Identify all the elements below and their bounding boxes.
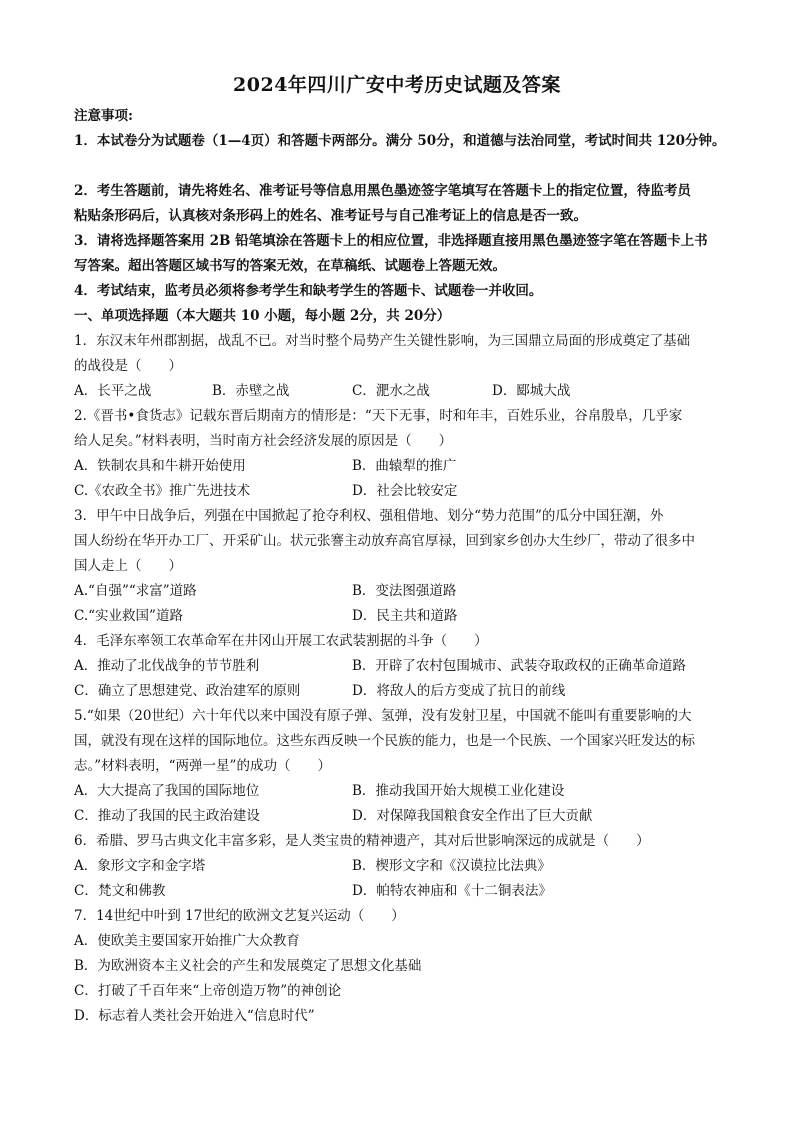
option-a: A．长平之战 [74, 383, 152, 399]
notice-heading: 注意事项: [74, 108, 133, 124]
option-b: B．推动我国开始大规模工业化建设 [352, 783, 565, 799]
notice-item: 2．考生答题前，请先将姓名、准考证号等信息用黑色墨迹签字笔填写在答题卡上的指定位置，待监考员 [74, 183, 691, 199]
notice-item: 4．考试结束，监考员必须将参考学生和缺考学生的答题卡、试题卷一并收回。 [74, 283, 543, 299]
option-b: B．变法图强道路 [352, 583, 457, 599]
option-c: C．淝水之战 [352, 383, 430, 399]
option-d: D．帕特农神庙和《十二铜表法》 [352, 883, 552, 899]
option-d: D．社会比较安定 [352, 483, 458, 499]
question-stem: 2.《晋书•食货志》记载东晋后期南方的情形是：“天下无事，时和年丰，百姓乐业，谷帛殷阜，几乎家 [74, 408, 683, 424]
option-a: A．使欧美主要国家开始推广大众教育 [74, 933, 300, 949]
option-c: C.《农政全书》推广先进技术 [74, 483, 251, 499]
section-heading: 一、单项选择题（本大题共 10 小题，每小题 2分，共 20分） [74, 308, 451, 324]
option-a: A．象形文字和金字塔 [74, 858, 206, 874]
question-stem: 4．毛泽东率领工农革命军在井冈山开展工农武装割据的斗争（ ） [74, 633, 488, 649]
question-stem: 国人纷纷在华开办工厂、开采矿山。状元张謇主动放弃高官厚禄，回到家乡创办大生纱厂，带动了很多中 [74, 533, 695, 549]
notice-item: 写答案。超出答题区域书写的答案无效，在草稿纸、试题卷上答题无效。 [74, 258, 506, 274]
question-stem: 国，就没有现在这样的国际地位。这些东西反映一个民族的能力，也是一个民族、一个国家兴旺发达的标 [74, 733, 695, 749]
option-c: C.“实业救国”道路 [74, 608, 183, 624]
question-stem: 给人足矣。”材料表明，当时南方社会经济发展的原因是（ ） [74, 433, 453, 449]
question-stem: 的战役是（ ） [74, 358, 182, 374]
option-c: C．打破了千百年来“上帝创造万物”的神创论 [74, 983, 342, 999]
option-d: D．郾城大战 [492, 383, 571, 399]
option-c: C．确立了思想建党、政治建军的原则 [74, 683, 301, 699]
option-a: A．大大提高了我国的国际地位 [74, 783, 260, 799]
question-stem: 1．东汉末年州郡割据，战乱不已。对当时整个局势产生关键性影响，为三国鼎立局面的形成奠定了基础 [74, 333, 691, 349]
option-a: A．推动了北伐战争的节节胜利 [74, 658, 260, 674]
question-stem: 5.“如果（20世纪）六十年代以来中国没有原子弹、氢弹，没有发射卫星，中国就不能叫有重要影响的大 [74, 708, 692, 724]
notice-item: 1．本试卷分为试题卷（1—4页）和答题卡两部分。满分 50分，和道德与法治同堂，考试时间共 120分钟。 [74, 133, 726, 149]
option-c: C．梵文和佛教 [74, 883, 166, 899]
option-a: A.“自强”“求富”道路 [74, 583, 197, 599]
option-d: D．将敌人的后方变成了抗日的前线 [352, 683, 566, 699]
option-a: A．铁制农具和牛耕开始使用 [74, 458, 246, 474]
question-stem: 7．14世纪中叶到 17世纪的欧洲文艺复兴运动（ ） [74, 908, 405, 924]
option-c: C．推动了我国的民主政治建设 [74, 808, 260, 824]
notice-item: 3．请将选择题答案用 2B 铅笔填涂在答题卡上的相应位置，非选择题直接用黑色墨迹签字笔在答题卡上书 [74, 233, 708, 249]
question-stem: 志。”材料表明，“两弹一星”的成功（ ） [74, 758, 331, 774]
option-d: D．标志着人类社会开始进入“信息时代” [74, 1008, 315, 1024]
option-b: B．为欧洲资本主义社会的产生和发展奠定了思想文化基础 [74, 958, 422, 974]
question-stem: 国人走上（ ） [74, 558, 182, 574]
option-b: B．楔形文字和《汉谟拉比法典》 [352, 858, 551, 874]
page-title: 2024年四川广安中考历史试题及答案 [233, 74, 561, 96]
notice-item: 粘贴条形码后，认真核对条形码上的姓名、准考证号与自己准考证上的信息是否一致。 [74, 208, 587, 224]
option-b: B．曲辕犁的推广 [352, 458, 457, 474]
question-stem: 3．甲午中日战争后，列强在中国掀起了抢夺利权、强租借地、划分“势力范围”的瓜分中国狂潮，外 [74, 508, 664, 524]
option-d: D．对保障我国粮食安全作出了巨大贡献 [352, 808, 593, 824]
question-stem: 6．希腊、罗马古典文化丰富多彩，是人类宝贵的精神遗产，其对后世影响深远的成就是（ ） [74, 833, 650, 849]
option-b: B．赤壁之战 [212, 383, 290, 399]
option-b: B．开辟了农村包围城市、武装夺取政权的正确革命道路 [352, 658, 686, 674]
option-d: D．民主共和道路 [352, 608, 458, 624]
